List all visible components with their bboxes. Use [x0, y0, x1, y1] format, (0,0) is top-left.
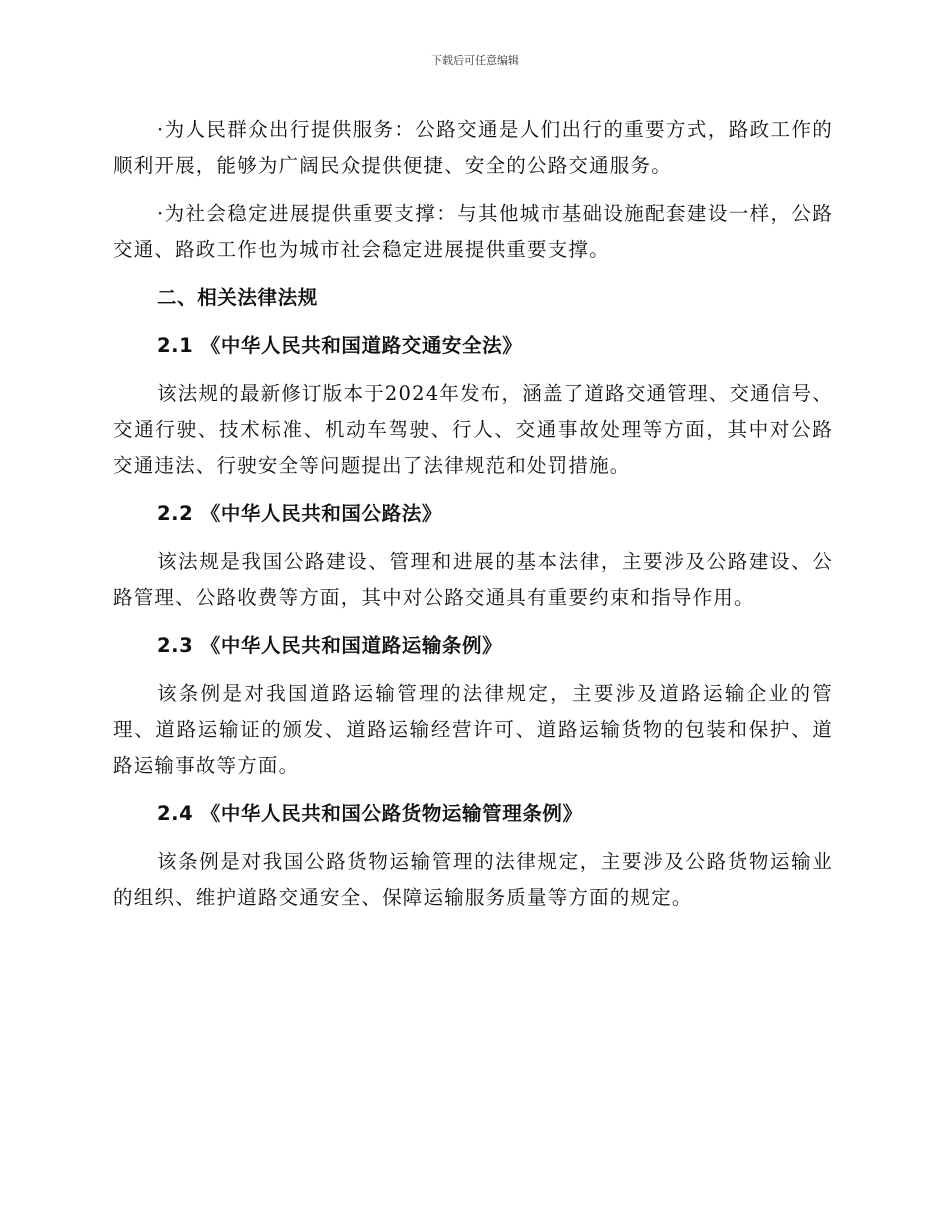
paragraph-2-2: 该法规是我国公路建设、管理和进展的基本法律，主要涉及公路建设、公路管理、公路收费等方面，其中对公路交通具有重要约束和指导作用。: [113, 550, 833, 609]
subsection-heading-2-1: 2.1 《中华人民共和国道路交通安全法》: [157, 334, 523, 357]
subsection-heading-2-2: 2.2 《中华人民共和国公路法》: [157, 502, 442, 525]
page-header: 下载后可任意编辑: [431, 54, 519, 67]
paragraph-2-1: 该法规的最新修订版本于2024年发布，涵盖了道路交通管理、交通信号、交通行驶、技术标准、机动车驾驶、行人、交通事故处理等方面，其中对公路交通违法、行驶安全等问题提出了法律规范和处罚措施。: [113, 382, 833, 477]
section-heading-laws: 二、相关法律法规: [157, 286, 318, 309]
document-body: [113, 112, 833, 928]
paragraph-2-4: 该条例是对我国公路货物运输管理的法律规定，主要涉及公路货物运输业的组织、维护道路交通安全、保障运输服务质量等方面的规定。: [113, 850, 833, 909]
paragraph-2-3: 该条例是对我国道路运输管理的法律规定，主要涉及道路运输企业的管理、道路运输证的颁发、道路运输经营许可、道路运输货物的包装和保护、道路运输事故等方面。: [113, 682, 833, 777]
subsection-heading-2-3: 2.3 《中华人民共和国道路运输条例》: [157, 634, 503, 657]
subsection-heading-2-4: 2.4 《中华人民共和国公路货物运输管理条例》: [157, 802, 583, 825]
bullet-paragraph-stability: ·为社会稳定进展提供重要支撑：与其他城市基础设施配套建设一样，公路交通、路政工作也为城市社会稳定进展提供重要支撑。: [113, 202, 833, 261]
bullet-paragraph-service: ·为人民群众出行提供服务：公路交通是人们出行的重要方式，路政工作的顺利开展，能够为广阔民众提供便捷、安全的公路交通服务。: [113, 118, 833, 177]
